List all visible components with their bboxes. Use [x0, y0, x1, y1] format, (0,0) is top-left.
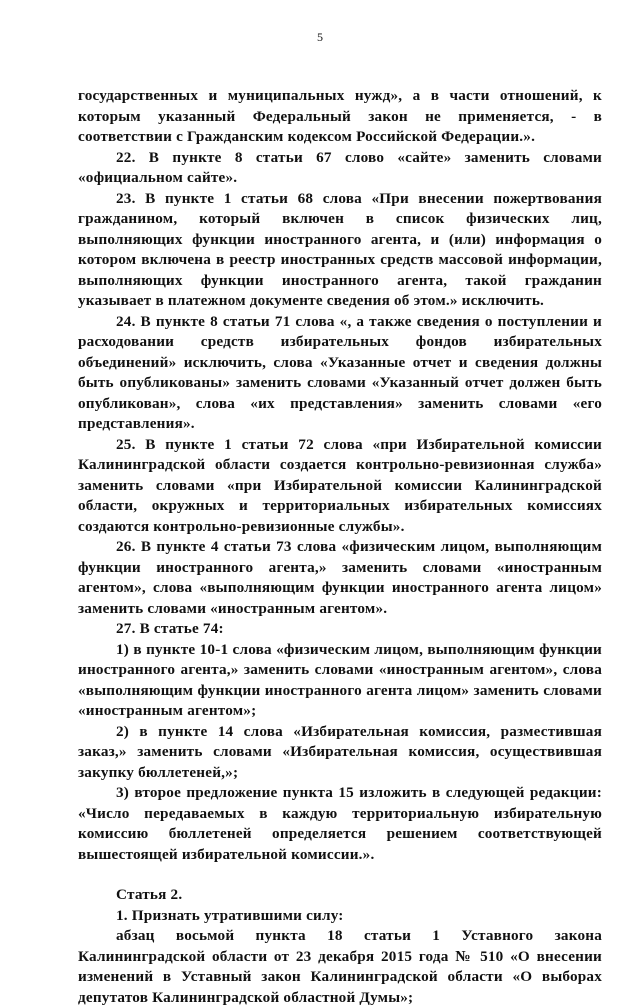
- article-2-item-1: 1. Признать утратившими силу:: [116, 906, 344, 924]
- paragraph-item-23: 23. В пункте 1 статьи 68 слова «При внесении пожертвования гражданином, который включен в список физических лиц, выполняющих функции иностранного агента, и (или) информация о котором включена в реестр иностранных средств массовой информации, выполняющих функции иностранного агента, такой гражданин указывает в платежном документе сведения об этом.» исключить.: [78, 189, 602, 309]
- paragraph-item-24: 24. В пункте 8 статьи 71 слова «, а также сведения о поступлении и расходовании средств избирательных фондов избирательных объединений» исключить, слова «Указанные отчет и сведения должны быть опубликованы» заменить словами «Указанный отчет должен быть опубликован», слова «их представления» заменить словами «его представления».: [78, 312, 602, 432]
- paragraph-item-26: 26. В пункте 4 статьи 73 слова «физическим лицом, выполняющим функции иностранного агента,» заменить словами «иностранным агентом», слова «выполняющим функции иностранного агента лицом» заменить словами «иностранным агентом».: [78, 538, 602, 617]
- page-number: 5: [317, 30, 323, 44]
- paragraph-item-25: 25. В пункте 1 статьи 72 слова «при Избирательной комиссии Калининградской области создается контрольно-ревизионная служба» заменить словами «при Избирательной комиссии Калининградской области, окружных и территориальных избирательных комиссиях создаются контрольно-ревизионные службы».: [78, 435, 602, 535]
- subparagraph-1: 1) в пункте 10-1 слова «физическим лицом, выполняющим функции иностранного агента,» заменить словами «иностранным агентом», слова «выполняющим функции иностранного агента лицом» заменить словами «иностранным агентом»;: [78, 640, 602, 719]
- article-2-heading: Статья 2.: [116, 886, 183, 903]
- paragraph-item-27: 27. В статье 74:: [116, 620, 224, 637]
- subparagraph-3: 3) второе предложение пункта 15 изложить в следующей редакции: «Число передаваемых в каждую территориальную избирательную комиссию бюллетеней определяется решением соответствующей вышестоящей избирательной комиссии.».: [78, 784, 602, 863]
- paragraph-continuation: государственных и муниципальных нужд», а в части отношений, к которым указанный Федеральный закон не применяется, - в соответствии с Гражданским кодексом Российской Федерации.».: [78, 87, 602, 145]
- document-body: [78, 86, 602, 1008]
- article-2-paragraph: абзац восьмой пункта 18 статьи 1 Уставного закона Калининградской области от 23 декабря 2015 года № 510 «О внесении изменений в Уставный закон Калининградской области «О выборах депутатов Калининградской областной Думы»;: [78, 927, 602, 1006]
- subparagraph-2: 2) в пункте 14 слова «Избирательная комиссия, разместившая заказ,» заменить словами «Избирательная комиссия, осуществившая закупку бюллетеней,»;: [78, 722, 602, 781]
- paragraph-item-22: 22. В пункте 8 статьи 67 слово «сайте» заменить словами «официальном сайте».: [78, 148, 602, 186]
